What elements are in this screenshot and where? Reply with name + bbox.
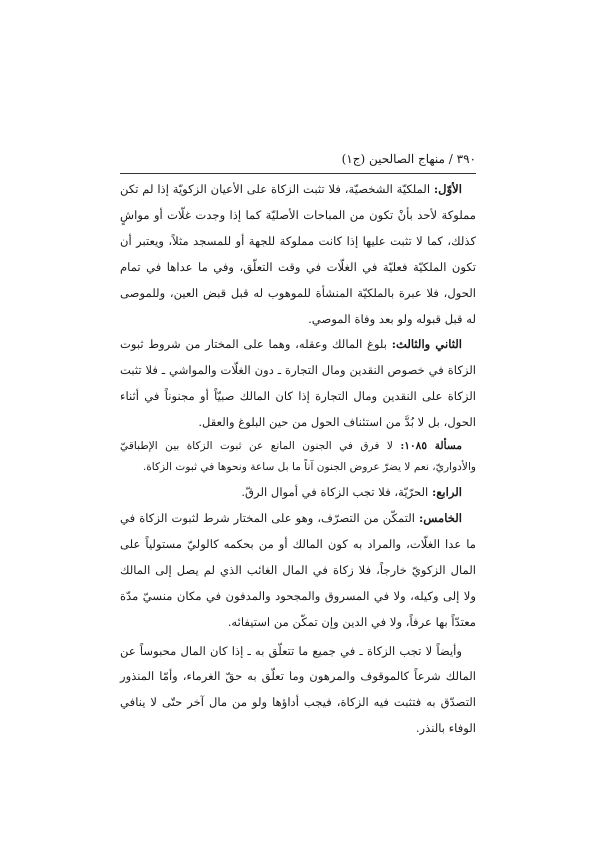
paragraph-withheld-property: [120, 639, 476, 743]
paragraph-heading: الرابع:: [431, 485, 462, 500]
paragraph-text: التمكّن من التصرّف، وهو على المختار شرط لثبوت الزكاة في ما عدا الغلّات، والمراد به كون المالك أو من بحكمه كالوليّ مستولياً على المال الزكويّ خارجاً، فلا زكاة في المال الغائب الذي لم يصل إلى المالك ولا إلى وكيله، ولا في المسروق والمجحود والمدفون في مكان منسيّ مدّة معتدّاً بها عرفاً، ولا في الدين وإن تمكّن من استيفائه.: [120, 510, 476, 629]
issue-1085: [120, 436, 476, 477]
issue-heading: مسألة ١٠٨٥:: [400, 440, 462, 453]
header-rule: [120, 173, 476, 174]
paragraph-heading: الأوّل:: [433, 182, 462, 196]
paragraph-heading: الثاني والثالث:: [391, 337, 462, 352]
paragraph-first-condition: [120, 177, 476, 332]
paragraph-second-third-condition: [120, 332, 476, 436]
paragraph-text: وأيضاً لا تجب الزكاة ـ في جميع ما تتعلّق به ـ إذا كان المال محبوساً عن المالك شرعاً كالموقوف والمرهون وما تعلّق به حقّ الغرماء، وأمّا المنذور التصدّق به فتثبت فيه الزكاة، فيجب أداؤها ولو من مال آخر حتّى لا ينافي الوفاء بالنذر.: [120, 643, 476, 736]
page-body: [120, 177, 476, 742]
issue-text: لا فرق في الجنون المانع عن ثبوت الزكاة بين الإطباقيّ والأدواريّ، نعم لا يضرّ عروض الجنون آناً ما بل ساعة ونحوها في ثبوت الزكاة.: [120, 440, 476, 473]
paragraph-text: الحرّيّة، فلا تجب الزكاة في أموال الرقّ.: [241, 485, 432, 500]
paragraph-fourth-condition: [120, 480, 476, 506]
paragraph-text: بلوغ المالك وعقله، وهما على المختار من شروط ثبوت الزكاة في خصوص النقدين ومال التجارة ـ دون الغلّات والمواشي ـ فلا تثبت الزكاة على النقدين ومال التجارة إذا كان المالك صبيّاً أو مجنوناً في أثناء الحول، بل لا بُدَّ من استئناف الحول من حين البلوغ والعقل.: [120, 337, 476, 430]
paragraph-fifth-condition: [120, 506, 476, 636]
running-header: [120, 148, 476, 170]
paragraph-heading: الخامس:: [418, 510, 462, 525]
paragraph-text: الملكيّة الشخصيّة، فلا تثبت الزكاة على الأعيان الزكويّة إذا لم تكن مملوكة لأحد بأنْ تكون من المباحات الأصليّة كما إذا وجدت غلّات أو مواشٍ كذلك، كما لا تثبت عليها إذا كانت مملوكة للجهة أو للمسجد مثلاً، ويعتبر أن تكون الملكيّة فعليّة في الغلّات في وقت التعلّق، وفي ما عداها في تمام الحول، فلا عبرة بالملكيّة المنشأة للموهوب له قبل قبض العين، وللموصى له قبل قبوله ولو بعد وفاة الموصي.: [120, 182, 476, 326]
page-reference: ٣٩٠ / منهاج الصالحين (ج١): [341, 152, 476, 166]
